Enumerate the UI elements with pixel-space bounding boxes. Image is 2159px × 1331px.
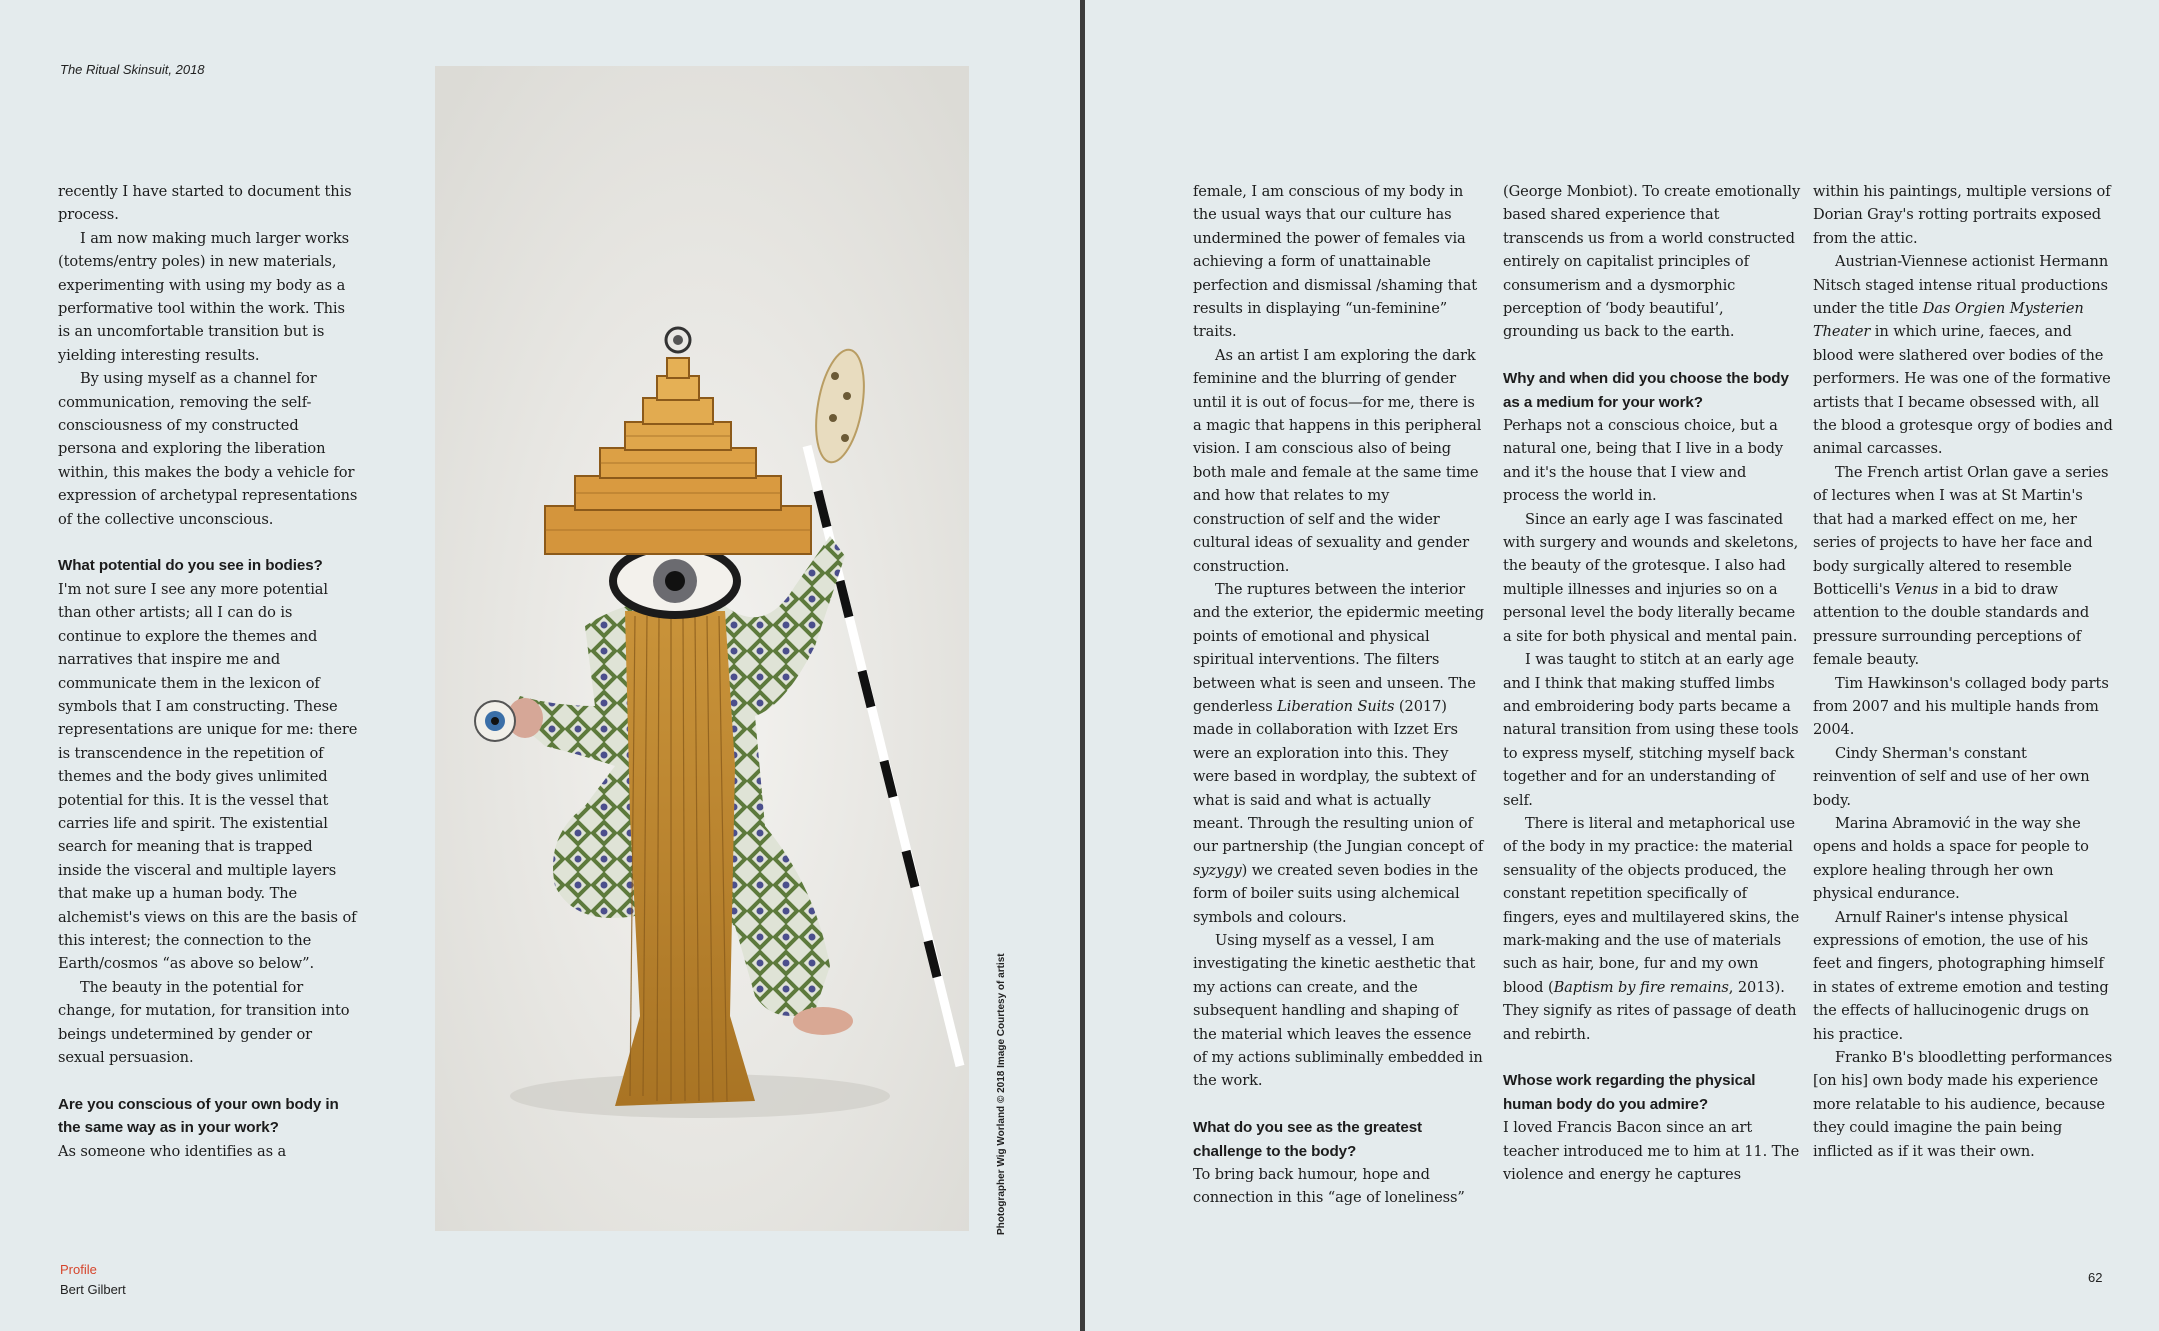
paragraph: recently I have started to document this process. bbox=[58, 183, 352, 224]
paragraph bbox=[1813, 461, 2113, 672]
artwork-title: Das Orgien Mysterien Theater bbox=[1813, 300, 2084, 341]
page-number: 62 bbox=[2088, 1270, 2103, 1285]
paragraph: By using myself as a channel for communication, removing the self-consciousness of my constructed persona and exploring the liberation within, this makes the body a vehicle for expression of archetypal representations of the collective unconscious. bbox=[58, 370, 358, 528]
interview-question: Whose work regarding the physical human body do you admire? bbox=[1503, 1072, 1756, 1113]
paragraph: Cindy Sherman's constant reinvention of self and use of her own body. bbox=[1813, 744, 2090, 809]
photo-credit: Photographer Wig Worland © 2018 Image Courtesy of artist bbox=[996, 953, 1007, 1235]
paragraph: Since an early age I was fascinated with surgery and wounds and skeletons, the beauty of the grotesque. I also had multiple illnesses and injuries so on a personal level the body literally became a site for both physical and mental pain. bbox=[1503, 510, 1799, 645]
interview-question: Are you conscious of your own body in the same way as in your work? bbox=[58, 1095, 339, 1137]
text-column-4 bbox=[1813, 180, 2113, 1163]
interview-question: Why and when did you choose the body as a medium for your work? bbox=[1503, 370, 1789, 411]
paragraph-part: (2017) made in collaboration with Izzet Ers were an exploration into this. They were based in wordplay, the subtext of what is said and what is actually meant. Through the resulting union of our partnership (the Jungian concept of bbox=[1193, 697, 1484, 856]
image-title-caption: The Ritual Skinsuit, 2018 bbox=[60, 62, 205, 77]
paragraph-part: , 2013). They signify as rites of passage of death and rebirth. bbox=[1503, 978, 1797, 1043]
paragraph: (George Monbiot). To create emotionally based shared experience that transcends us from a world constructed entirely on capitalist principles of consumerism and a dysmorphic perception of ‘body beautiful’, grounding us back to the earth. bbox=[1503, 183, 1801, 341]
paragraph bbox=[1813, 250, 2113, 461]
costumed-figure-photo-icon bbox=[435, 66, 969, 1231]
paragraph: female, I am conscious of my body in the usual ways that our culture has undermined the power of females via achieving a form of unattainable perfection and dismissal /shaming that results in displaying “un-feminine” traits. bbox=[1193, 183, 1478, 341]
paragraph: I loved Francis Bacon since an art teacher introduced me to him at 11. The violence and energy he captures bbox=[1503, 1119, 1800, 1184]
paragraph-part: There is literal and metaphorical use of the body in my practice: the material sensuality of the objects produced, the constant repetition specifically of fingers, eyes and multilayered skins, the mark-making and the use of materials such as hair, bone, fur and my own blood ( bbox=[1503, 814, 1800, 996]
interview-question: What do you see as the greatest challenge to the body? bbox=[1193, 1119, 1422, 1160]
paragraph: Perhaps not a conscious choice, but a natural one, being that I live in a body and it's the house that I view and process the world in. bbox=[1503, 417, 1783, 505]
paragraph: The beauty in the potential for change, for mutation, for transition into beings undetermined by gender or sexual persuasion. bbox=[58, 978, 350, 1067]
right-page bbox=[1085, 0, 2159, 1331]
paragraph: within his paintings, multiple versions of Dorian Gray's rotting portraits exposed from the attic. bbox=[1813, 183, 2111, 247]
paragraph-part: in a bid to draw attention to the double standards and pressure surrounding perceptions of female beauty. bbox=[1813, 580, 2090, 669]
paragraph bbox=[1193, 578, 1485, 929]
paragraph: To bring back humour, hope and connection in this “age of loneliness” bbox=[1193, 1166, 1465, 1207]
paragraph: Arnulf Rainer's intense physical expressions of emotion, the use of his feet and fingers, photographing himself in states of extreme emotion and testing the effects of hallucinogenic drugs on his practice. bbox=[1813, 908, 2109, 1043]
paragraph-part: in which urine, faeces, and blood were slathered over bodies of the performers. He was one of the formative artists that I became obsessed with, all the blood a grotesque orgy of bodies and animal carcasses. bbox=[1813, 323, 2113, 458]
paragraph: Franko B's bloodletting performances [on his] own body made his experience more relatable to his audience, because they could imagine the pain being inflicted as if it was their own. bbox=[1813, 1049, 2113, 1160]
paragraph-part: The French artist Orlan gave a series of lectures when I was at St Martin's that had a marked effect on me, her series of projects to have her face and body surgically altered to resemble Botticelli's bbox=[1813, 463, 2109, 598]
artwork-title: Baptism by fire remains bbox=[1553, 978, 1729, 996]
paragraph: I'm not sure I see any more potential than other artists; all I can do is continue to explore the themes and narratives that inspire me and communicate them in the lexicon of symbols that I am constructing. These representations are unique for me: there is transcendence in the repetition of themes and the body gives unlimited potential for this. It is the vessel that carries life and spirit. The existential search for meaning that is trapped inside the visceral and multiple layers that make up a human body. The alchemist's views on this are the basis of this interest; the connection to the Earth/cosmos “as above so below”. bbox=[58, 580, 358, 973]
paragraph: As someone who identifies as a bbox=[58, 1142, 287, 1160]
artwork-title: Venus bbox=[1894, 580, 1939, 598]
artwork-title: Liberation Suits bbox=[1277, 697, 1395, 715]
paragraph: As an artist I am exploring the dark feminine and the blurring of gender until it is out of focus—for me, there is a magic that happens in this peripheral vision. I am conscious also of being both male and female at the same time and how that relates to my construction of self and the wider cultural ideas of sexuality and gender construction. bbox=[1193, 346, 1482, 575]
term-italic: syzygy bbox=[1193, 861, 1242, 879]
footer-section-label: Profile bbox=[60, 1262, 97, 1277]
paragraph-part: The ruptures between the interior and the exterior, the epidermic meeting points of emotional and physical spiritual interventions. The filters between what is seen and unseen. The genderless bbox=[1193, 580, 1485, 715]
text-column-3 bbox=[1503, 180, 1803, 1186]
paragraph: Marina Abramović in the way she opens and holds a space for people to explore healing through her own physical endurance. bbox=[1813, 814, 2089, 903]
paragraph-part: ) we created seven bodies in the form of boiler suits using alchemical symbols and colours. bbox=[1193, 861, 1479, 926]
paragraph: Tim Hawkinson's collaged body parts from 2007 and his multiple hands from 2004. bbox=[1813, 674, 2109, 739]
footer-author: Bert Gilbert bbox=[60, 1282, 126, 1297]
paragraph: I am now making much larger works (totems/entry poles) in new materials, experimenting with using my body as a performative tool within the work. This is an uncomfortable transition but is yielding interesting results. bbox=[58, 229, 350, 364]
paragraph: I was taught to stitch at an early age and I think that making stuffed limbs and embroidering body parts became a natural transition from using these tools to express myself, stitching myself back together and for an understanding of self. bbox=[1503, 651, 1799, 809]
interview-question: What potential do you see in bodies? bbox=[58, 557, 323, 575]
left-text-column bbox=[58, 180, 358, 1163]
text-column-2 bbox=[1193, 180, 1485, 1210]
paragraph bbox=[1503, 812, 1803, 1046]
paragraph-part: Austrian-Viennese actionist Hermann Nitsch staged intense ritual productions under the title bbox=[1813, 253, 2109, 318]
paragraph: Using myself as a vessel, I am investigating the kinetic aesthetic that my actions can create, and the subsequent handling and shaping of the material which leaves the essence of my actions subliminally embedded in the work. bbox=[1193, 932, 1483, 1090]
artwork-photo bbox=[435, 66, 969, 1231]
